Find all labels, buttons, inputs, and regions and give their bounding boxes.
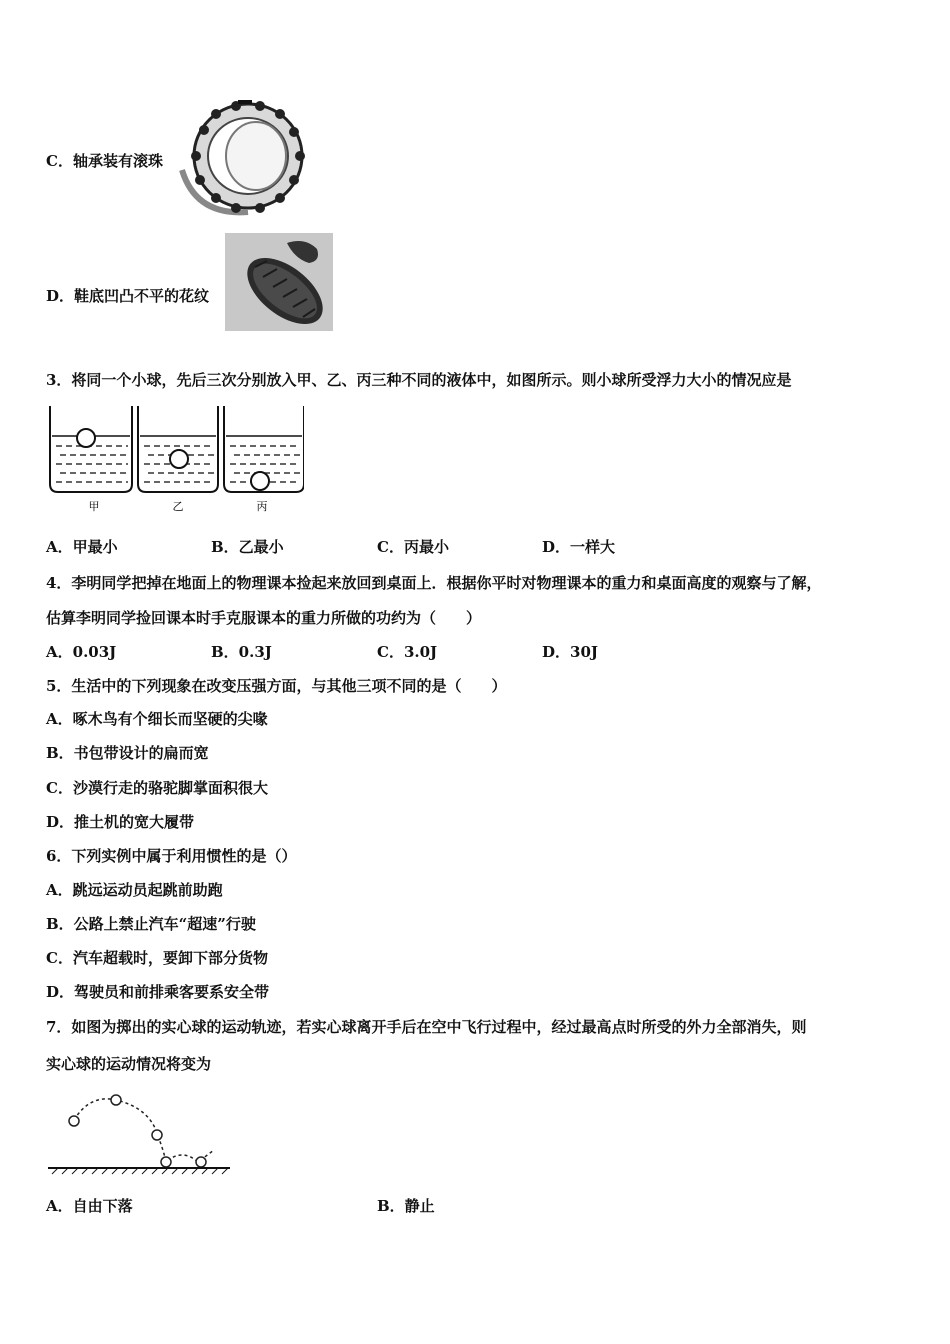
q2-option-d-text: 鞋底凹凸不平的花纹: [74, 287, 210, 305]
shoe-sole-image: [225, 233, 333, 331]
beaker-jia: [50, 406, 132, 492]
beaker-label-yi: 乙: [172, 500, 184, 513]
q4-option-b: B．0.3J: [211, 643, 272, 661]
q5-option-c: C．沙漠行走的骆驼脚掌面积很大: [46, 779, 268, 797]
q2-option-c: [46, 151, 163, 171]
q2-option-c-text: 轴承装有滚珠: [72, 152, 163, 170]
beaker-yi: [138, 406, 218, 492]
q3-stem: 3．将同一个小球，先后三次分别放入甲、乙、丙三种不同的液体中，如图所示。则小球所受浮力大小的情况应是: [46, 371, 792, 389]
ball-falling: [152, 1130, 162, 1140]
q7-option-a: A．自由下落: [46, 1197, 133, 1215]
beaker-label-jia: 甲: [88, 500, 100, 513]
q7-option-b: B．静止: [377, 1197, 435, 1215]
q5-stem: 5．生活中的下列现象在改变压强方面，与其他三项不同的是（ ）: [46, 677, 507, 695]
ball-landing: [161, 1157, 171, 1167]
q6-option-c: C．汽车超载时，要卸下部分货物: [46, 949, 268, 967]
q4-option-a: A．0.03J: [46, 643, 117, 661]
ball-start: [69, 1116, 79, 1126]
liquid-beakers-figure: [46, 404, 304, 518]
ball-bing: [251, 472, 269, 490]
q7-stem-line1: 7．如图为掷出的实心球的运动轨迹，若实心球离开手后在空中飞行过程中，经过最高点时所受的外力全部消失，则: [46, 1018, 807, 1036]
q3-option-b: B．乙最小: [211, 538, 284, 556]
q3-option-d: D．一样大: [542, 538, 616, 556]
q4-option-c: C．3.0J: [377, 643, 438, 661]
q3-option-c: C．丙最小: [377, 538, 449, 556]
q2-option-c-label: C．: [46, 152, 73, 170]
q3-option-a: A．甲最小: [46, 538, 118, 556]
ball-trajectory-figure: [46, 1090, 232, 1176]
q5-option-b: B．书包带设计的扁而宽: [46, 744, 209, 762]
trajectory-path: [74, 1099, 214, 1162]
bearing-image: [176, 100, 308, 220]
q6-option-b: B．公路上禁止汽车“超速”行驶: [46, 915, 256, 933]
ball-jia: [77, 429, 95, 447]
q5-option-a: A．啄木鸟有个细长而坚硬的尖喙: [46, 710, 268, 728]
q4-stem-line2: 估算李明同学捡回课本时手克服课本的重力所做的功约为（ ）: [46, 609, 482, 627]
q6-option-a: A．跳远运动员起跳前助跑: [46, 881, 223, 899]
beaker-label-bing: 丙: [256, 500, 268, 513]
q2-option-d-label: D．: [46, 287, 75, 305]
ball-peak: [111, 1095, 121, 1105]
q7-stem-line2: 实心球的运动情况将变为: [46, 1055, 212, 1073]
q6-option-d: D．驾驶员和前排乘客要系安全带: [46, 983, 270, 1001]
ball-yi: [170, 450, 188, 468]
q4-stem-line1: 4．李明同学把掉在地面上的物理课本捡起来放回到桌面上．根据你平时对物理课本的重力和桌面高度的观察与了解，: [46, 574, 822, 592]
q5-option-d: D．推土机的宽大履带: [46, 813, 195, 831]
q6-stem: 6．下列实例中属于利用惯性的是（）: [46, 847, 297, 865]
q4-option-d: D．30J: [542, 643, 598, 661]
ball-rolling: [196, 1157, 206, 1167]
q2-option-d: [46, 286, 209, 306]
